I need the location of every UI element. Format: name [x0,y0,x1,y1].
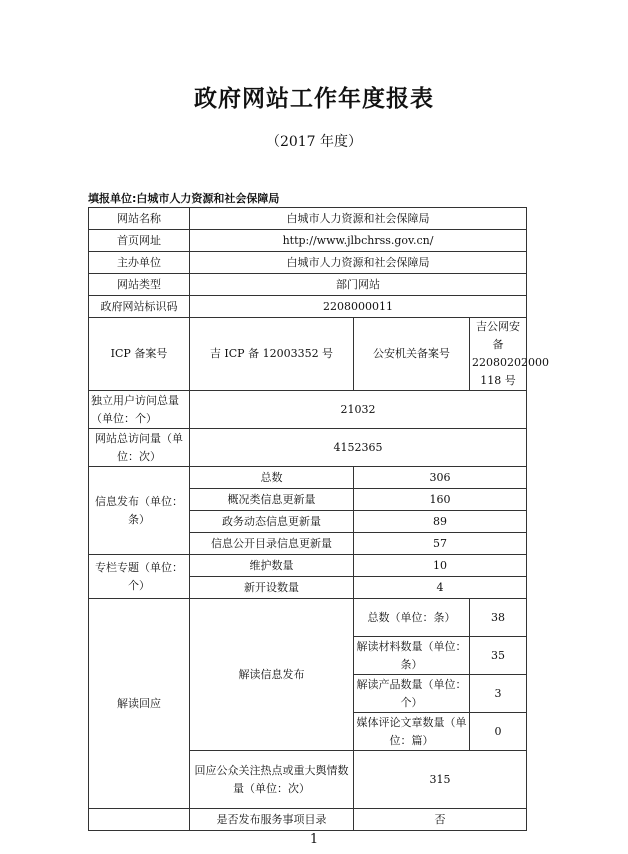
info-publish-group-label: 信息发布（单位：条） [89,467,190,555]
table-row [89,296,527,318]
public-response-value: 315 [354,751,527,809]
unique-visitors-label: 独立用户访问总量（单位：个） [89,391,190,429]
site-name-value: 白城市人力资源和社会保障局 [190,208,527,230]
service-catalog-label: 是否发布服务事项目录 [190,809,354,831]
table-row [89,208,527,230]
interp-material-value: 35 [470,637,527,675]
table-row [89,274,527,296]
interp-product-label: 解读产品数量（单位：个） [354,675,470,713]
info-total-label: 总数 [190,467,354,489]
total-visits-label: 网站总访问量（单位：次） [89,429,190,467]
interp-total-value: 38 [470,599,527,637]
table-row [89,252,527,274]
site-type-value: 部门网站 [190,274,527,296]
interp-total-label: 总数（单位：条） [354,599,470,637]
interpretation-group-label: 解读回应 [89,599,190,809]
site-name-label: 网站名称 [89,208,190,230]
interp-media-value: 0 [470,713,527,751]
report-title: 政府网站工作年度报表 [194,86,434,112]
service-catalog-value: 否 [354,809,527,831]
table-row [89,391,527,429]
police-record-value: 吉公网安备 22080202000 118 号 [470,318,527,391]
report-year: （2017 年度） [265,134,363,150]
table-row [89,599,527,637]
column-new-value: 4 [354,577,527,599]
interpretation-publish-label: 解读信息发布 [190,599,354,751]
annual-report-table [88,207,549,831]
info-affairs-label: 政务动态信息更新量 [190,511,354,533]
info-total-value: 306 [354,467,527,489]
table-row [89,230,527,252]
column-maintain-value: 10 [354,555,527,577]
site-type-label: 网站类型 [89,274,190,296]
gov-id-label: 政府网站标识码 [89,296,190,318]
info-catalog-value: 57 [354,533,527,555]
info-overview-label: 概况类信息更新量 [190,489,354,511]
homepage-label: 首页网址 [89,230,190,252]
table-row [89,318,527,391]
info-affairs-value: 89 [354,511,527,533]
table-row [89,429,527,467]
column-maintain-label: 维护数量 [190,555,354,577]
page-number: 1 [309,832,319,847]
icp-label: ICP 备案号 [89,318,190,391]
info-catalog-label: 信息公开目录信息更新量 [190,533,354,555]
sponsor-value: 白城市人力资源和社会保障局 [190,252,527,274]
sponsor-label: 主办单位 [89,252,190,274]
interp-material-label: 解读材料数量（单位：条） [354,637,470,675]
blank-cell [89,809,190,831]
reporting-unit: 填报单位:白城市人力资源和社会保障局 [88,192,280,205]
info-overview-value: 160 [354,489,527,511]
table-row [89,809,527,831]
total-visits-value: 4152365 [190,429,527,467]
column-topic-group-label: 专栏专题（单位：个） [89,555,190,599]
police-record-label: 公安机关备案号 [354,318,470,391]
homepage-value: http://www.jlbchrss.gov.cn/ [190,230,527,252]
public-response-label: 回应公众关注热点或重大舆情数量（单位：次） [190,751,354,809]
table-row [89,555,527,577]
column-new-label: 新开设数量 [190,577,354,599]
interp-media-label: 媒体评论文章数量（单位：篇） [354,713,470,751]
interp-product-value: 3 [470,675,527,713]
unique-visitors-value: 21032 [190,391,527,429]
gov-id-value: 2208000011 [190,296,527,318]
icp-value: 吉 ICP 备 12003352 号 [190,318,354,391]
table-row [89,467,527,489]
